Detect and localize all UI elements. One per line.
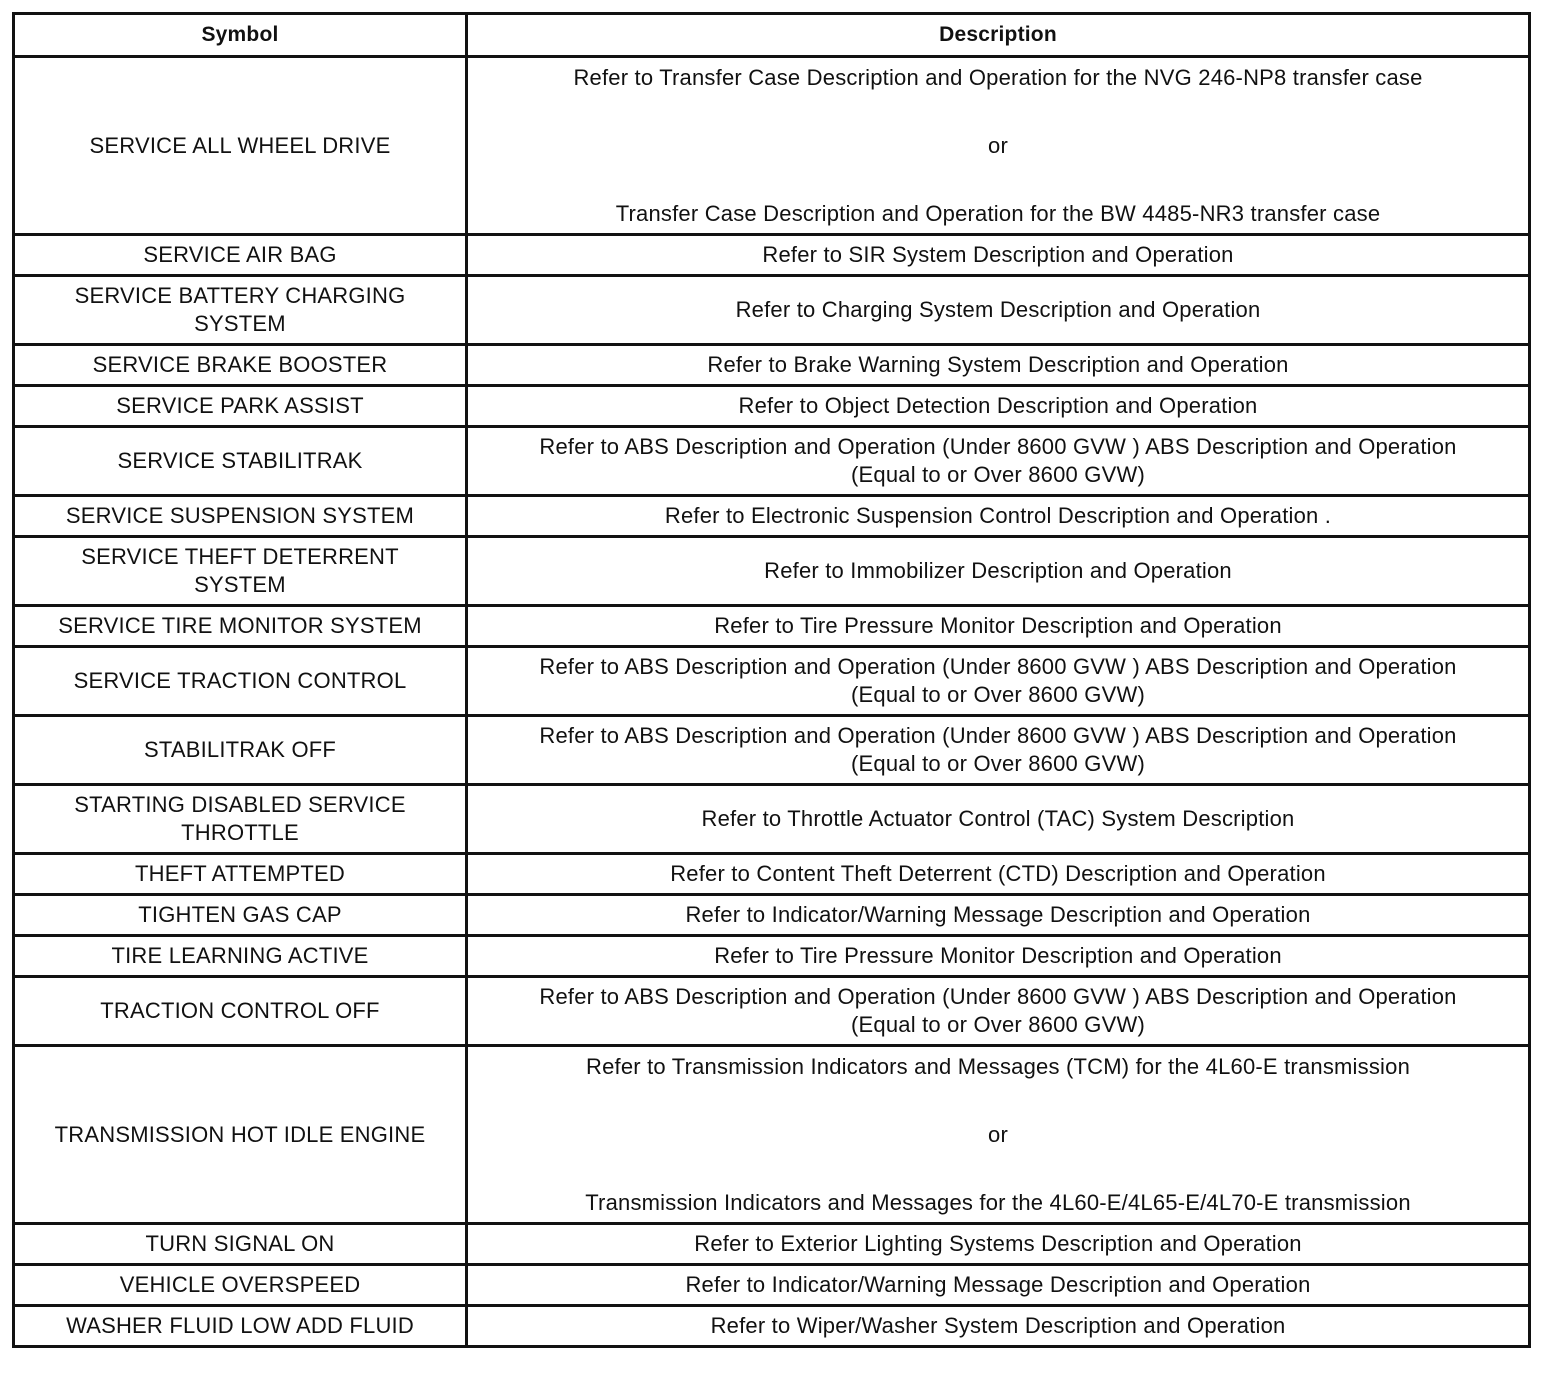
symbol-line: SYSTEM bbox=[194, 311, 286, 336]
symbol-cell: TIGHTEN GAS CAP bbox=[14, 895, 467, 936]
table-row bbox=[14, 977, 1530, 1046]
table-row bbox=[14, 716, 1530, 785]
table-row bbox=[14, 936, 1530, 977]
description-line: Refer to ABS Description and Operation (Under 8600 GVW ) ABS Description and Operation bbox=[539, 654, 1457, 679]
symbol-line: STARTING DISABLED SERVICE bbox=[74, 792, 406, 817]
table-row bbox=[14, 1224, 1530, 1265]
symbol-cell: TIRE LEARNING ACTIVE bbox=[14, 936, 467, 977]
symbol-cell bbox=[14, 276, 467, 345]
table-row bbox=[14, 1265, 1530, 1306]
description-cell bbox=[467, 1046, 1530, 1224]
description-cell bbox=[467, 977, 1530, 1046]
description-line: (Equal to or Over 8600 GVW) bbox=[851, 751, 1145, 776]
symbol-line: THROTTLE bbox=[181, 820, 299, 845]
description-cell: Refer to Throttle Actuator Control (TAC) System Description bbox=[467, 785, 1530, 854]
description-line: Transfer Case Description and Operation for the BW 4485-NR3 transfer case bbox=[615, 200, 1381, 226]
symbol-cell: TURN SIGNAL ON bbox=[14, 1224, 467, 1265]
symbol-cell: SERVICE ALL WHEEL DRIVE bbox=[14, 57, 467, 235]
table-row bbox=[14, 1306, 1530, 1347]
header-description: Description bbox=[467, 14, 1530, 57]
description-cell: Refer to Content Theft Deterrent (CTD) Description and Operation bbox=[467, 854, 1530, 895]
symbol-cell: SERVICE BRAKE BOOSTER bbox=[14, 345, 467, 386]
description-cell: Refer to Object Detection Description and Operation bbox=[467, 386, 1530, 427]
symbol-cell: SERVICE SUSPENSION SYSTEM bbox=[14, 496, 467, 537]
table-row bbox=[14, 57, 1530, 235]
description-cell bbox=[467, 57, 1530, 235]
header-row bbox=[14, 14, 1530, 57]
description-cell: Refer to Electronic Suspension Control Description and Operation . bbox=[467, 496, 1530, 537]
symbol-cell bbox=[14, 537, 467, 606]
symbol-cell: TRACTION CONTROL OFF bbox=[14, 977, 467, 1046]
symbol-cell: SERVICE AIR BAG bbox=[14, 235, 467, 276]
description-cell: Refer to Exterior Lighting Systems Description and Operation bbox=[467, 1224, 1530, 1265]
table-row bbox=[14, 606, 1530, 647]
table-row bbox=[14, 235, 1530, 276]
description-cell: Refer to Immobilizer Description and Operation bbox=[467, 537, 1530, 606]
symbol-cell: THEFT ATTEMPTED bbox=[14, 854, 467, 895]
symbol-cell: VEHICLE OVERSPEED bbox=[14, 1265, 467, 1306]
table-row bbox=[14, 496, 1530, 537]
description-cell bbox=[467, 647, 1530, 716]
symbol-cell: SERVICE PARK ASSIST bbox=[14, 386, 467, 427]
description-cell: Refer to Tire Pressure Monitor Description and Operation bbox=[467, 606, 1530, 647]
table-row bbox=[14, 854, 1530, 895]
description-cell: Refer to SIR System Description and Operation bbox=[467, 235, 1530, 276]
table-row bbox=[14, 386, 1530, 427]
description-cell bbox=[467, 716, 1530, 785]
description-line: Transmission Indicators and Messages for the 4L60-E/4L65-E/4L70-E transmission bbox=[585, 1189, 1411, 1215]
reference-table bbox=[12, 12, 1531, 1348]
description-line: Refer to ABS Description and Operation (Under 8600 GVW ) ABS Description and Operation bbox=[539, 723, 1457, 748]
description-line: Refer to ABS Description and Operation (Under 8600 GVW ) ABS Description and Operation bbox=[539, 434, 1457, 459]
description-cell: Refer to Tire Pressure Monitor Description and Operation bbox=[467, 936, 1530, 977]
symbol-cell: SERVICE TRACTION CONTROL bbox=[14, 647, 467, 716]
table-row bbox=[14, 647, 1530, 716]
table-row bbox=[14, 427, 1530, 496]
table-row bbox=[14, 537, 1530, 606]
description-cell: Refer to Wiper/Washer System Description and Operation bbox=[467, 1306, 1530, 1347]
symbol-cell: STABILITRAK OFF bbox=[14, 716, 467, 785]
description-line: Refer to ABS Description and Operation (Under 8600 GVW ) ABS Description and Operation bbox=[539, 984, 1457, 1009]
symbol-cell: SERVICE TIRE MONITOR SYSTEM bbox=[14, 606, 467, 647]
table-row bbox=[14, 345, 1530, 386]
symbol-line: SERVICE THEFT DETERRENT bbox=[81, 544, 399, 569]
description-line: Refer to Transfer Case Description and Operation for the NVG 246-NP8 transfer case bbox=[573, 64, 1423, 90]
description-line: Refer to Transmission Indicators and Messages (TCM) for the 4L60-E transmission bbox=[586, 1053, 1410, 1079]
description-or: or bbox=[988, 1121, 1008, 1147]
header-symbol: Symbol bbox=[14, 14, 467, 57]
table-row bbox=[14, 895, 1530, 936]
description-cell bbox=[467, 427, 1530, 496]
description-or: or bbox=[988, 132, 1008, 158]
table-row bbox=[14, 1046, 1530, 1224]
description-cell: Refer to Brake Warning System Description and Operation bbox=[467, 345, 1530, 386]
symbol-cell: TRANSMISSION HOT IDLE ENGINE bbox=[14, 1046, 467, 1224]
symbol-cell bbox=[14, 785, 467, 854]
symbol-cell: WASHER FLUID LOW ADD FLUID bbox=[14, 1306, 467, 1347]
symbol-cell: SERVICE STABILITRAK bbox=[14, 427, 467, 496]
table-row bbox=[14, 785, 1530, 854]
symbol-line: SYSTEM bbox=[194, 572, 286, 597]
description-line: (Equal to or Over 8600 GVW) bbox=[851, 1012, 1145, 1037]
description-cell: Refer to Charging System Description and Operation bbox=[467, 276, 1530, 345]
description-cell: Refer to Indicator/Warning Message Description and Operation bbox=[467, 895, 1530, 936]
symbol-line: SERVICE BATTERY CHARGING bbox=[74, 283, 406, 308]
table-row bbox=[14, 276, 1530, 345]
description-cell: Refer to Indicator/Warning Message Description and Operation bbox=[467, 1265, 1530, 1306]
description-line: (Equal to or Over 8600 GVW) bbox=[851, 462, 1145, 487]
description-line: (Equal to or Over 8600 GVW) bbox=[851, 682, 1145, 707]
